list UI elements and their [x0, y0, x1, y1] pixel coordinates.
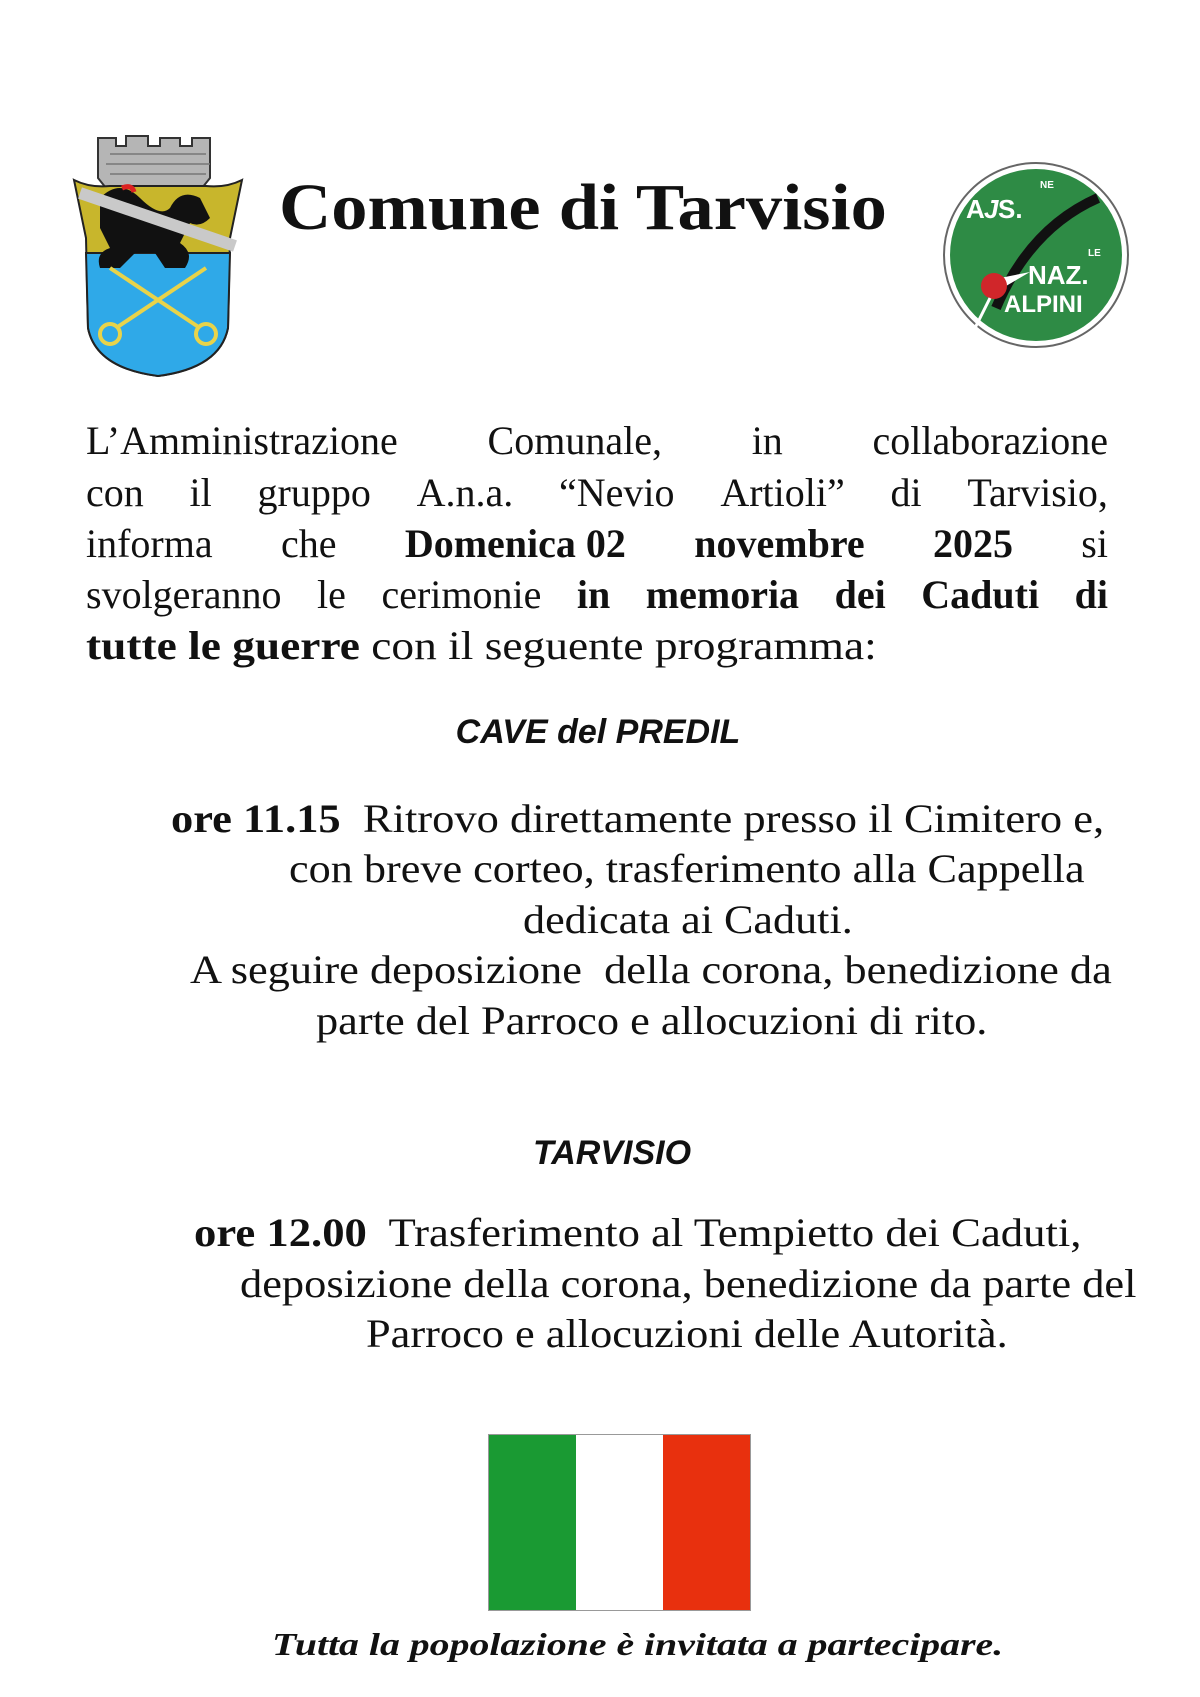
svg-text:J: J — [984, 194, 999, 224]
intro-text: tutte le guerre — [86, 623, 360, 668]
intro-text: Comunale, — [487, 418, 662, 463]
svg-text:NAZ.: NAZ. — [1028, 260, 1089, 290]
intro-text: cerimonie — [381, 572, 542, 617]
intro-text: dei — [834, 572, 886, 617]
intro-text: L’Amministrazione — [86, 418, 398, 463]
ana-alpini-logo — [940, 158, 1132, 352]
program-text: Ritrovo direttamente presso il Cimitero e, — [340, 796, 1105, 841]
program-line: A seguire deposizione della corona, benedizione da — [190, 947, 1112, 992]
intro-text: in — [751, 418, 783, 463]
program-line — [171, 793, 1104, 845]
intro-text: svolgeranno — [86, 572, 282, 617]
intro-text: si — [1081, 521, 1108, 566]
program-line: Parroco e allocuzioni delle Autorità. — [366, 1311, 1008, 1356]
program-text: Trasferimento al Tempietto dei Caduti, — [366, 1210, 1082, 1255]
intro-text: Artioli” — [720, 470, 845, 515]
intro-text: le — [317, 572, 346, 617]
page-title: Comune di Tarvisio — [279, 171, 887, 244]
intro-line — [86, 569, 1108, 621]
intro-line — [86, 620, 877, 672]
intro-text: che — [280, 521, 337, 566]
intro-text: Caduti — [921, 572, 1040, 617]
intro-text: gruppo — [257, 470, 371, 515]
program-line — [194, 1207, 1081, 1259]
flag-white-band — [576, 1435, 663, 1610]
intro-text: con — [86, 470, 144, 515]
intro-text: 2025 — [932, 521, 1013, 566]
intro-text: memoria — [645, 572, 800, 617]
intro-text: in — [576, 572, 611, 617]
intro-text: Domenica 02 — [404, 521, 626, 566]
program-line: parte del Parroco e allocuzioni di rito. — [316, 998, 988, 1043]
italian-flag — [488, 1434, 751, 1611]
flag-red-band — [663, 1435, 750, 1610]
flag-green-band — [489, 1435, 576, 1610]
coat-of-arms-logo — [70, 128, 246, 380]
intro-text: novembre — [694, 521, 865, 566]
intro-text: il — [189, 470, 212, 515]
svg-text:LE: LE — [1088, 248, 1101, 259]
intro-text: informa — [86, 521, 213, 566]
intro-text: collaborazione — [872, 418, 1108, 463]
program-time: ore 12.00 — [194, 1210, 367, 1255]
svg-text:S.: S. — [998, 194, 1023, 224]
intro-line — [86, 518, 1108, 570]
program-line: con breve corteo, trasferimento alla Cappella — [289, 846, 1085, 891]
intro-line — [86, 467, 1108, 519]
intro-text: con il seguente programma: — [359, 623, 877, 668]
intro-text: “Nevio — [559, 470, 675, 515]
program-line: deposizione della corona, benedizione da parte del — [240, 1261, 1137, 1306]
program-time: ore 11.15 — [171, 796, 341, 841]
intro-line — [86, 415, 1108, 467]
invitation-footer: Tutta la popolazione è invitata a partecipare. — [272, 1626, 1004, 1662]
intro-text: Tarvisio, — [967, 470, 1108, 515]
intro-text: di — [890, 470, 922, 515]
intro-text: A.n.a. — [416, 470, 514, 515]
program-line: dedicata ai Caduti. — [523, 897, 853, 942]
svg-text:ALPINI: ALPINI — [1004, 291, 1083, 318]
svg-text:A: A — [966, 194, 985, 224]
section-heading-cave-del-predil: CAVE del PREDIL — [455, 713, 741, 751]
section-heading-tarvisio: TARVISIO — [532, 1134, 692, 1172]
intro-text: di — [1074, 572, 1108, 617]
svg-text:NE: NE — [1040, 180, 1054, 191]
